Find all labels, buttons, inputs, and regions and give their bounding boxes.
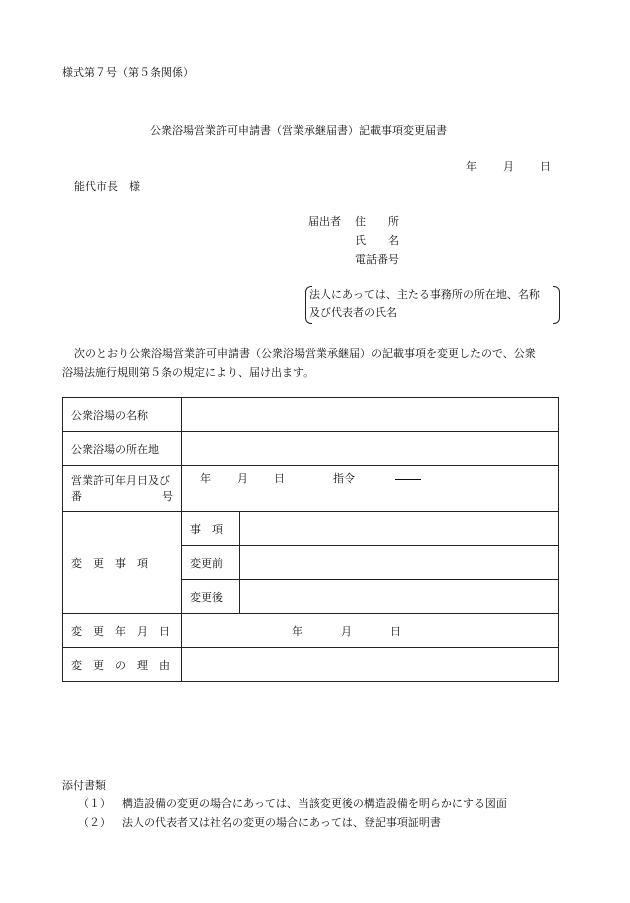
permit-label-line1: 営業許可年月日及び [71, 473, 170, 487]
after-label: 変更後 [182, 580, 240, 614]
permit-number-dash [395, 479, 421, 480]
permit-value[interactable] [182, 466, 559, 512]
permit-label [63, 466, 182, 512]
before-label: 変更前 [182, 546, 240, 580]
change-month: 月 [341, 624, 352, 638]
row-facility-name [63, 398, 559, 432]
attachment-item-2-num: （２） [78, 816, 111, 829]
facility-location-value[interactable] [182, 432, 559, 466]
date-line [466, 160, 551, 173]
before-value[interactable] [240, 546, 559, 580]
facility-name-value[interactable] [182, 398, 559, 432]
row-permit [63, 466, 559, 512]
address-label: 住 所 [355, 215, 399, 228]
change-day: 日 [390, 624, 401, 638]
attachment-item-1-text: 構造設備の変更の場合にあっては、当該変更後の構造設備を明らかにする図面 [122, 797, 507, 810]
date-year: 年 [466, 160, 477, 173]
item-value[interactable] [240, 512, 559, 546]
row-change-date [63, 614, 559, 648]
row-facility-location [63, 432, 559, 466]
change-reason-value[interactable] [182, 648, 559, 682]
name-label: 氏 名 [355, 234, 399, 247]
facility-name-label: 公衆浴場の名称 [63, 398, 182, 432]
date-day: 日 [540, 160, 551, 173]
attachment-item-1-num: （１） [78, 797, 111, 810]
permit-order: 指令 [333, 472, 355, 485]
facility-location-label: 公衆浴場の所在地 [63, 432, 182, 466]
date-month: 月 [503, 160, 514, 173]
row-change-reason [63, 648, 559, 682]
permit-label-line2: 番 号 [71, 489, 173, 503]
change-items-label [63, 512, 182, 614]
permit-month: 月 [237, 472, 248, 485]
applicant-prefix: 届出者 [308, 215, 341, 228]
permit-year: 年 [200, 472, 211, 485]
form-number: 様式第７号（第５条関係） [62, 66, 194, 79]
attachments-heading: 添付書類 [62, 779, 106, 792]
document-title: 公衆浴場営業許可申請書（営業承継届書）記載事項変更届書 [150, 124, 447, 137]
change-date-label: 変 更 年 月 日 [63, 614, 182, 648]
addressee: 能代市長 様 [74, 180, 140, 193]
right-bracket [553, 286, 560, 324]
change-reason-label: 変 更 の 理 由 [63, 648, 182, 682]
change-date-value[interactable] [182, 614, 559, 648]
attachment-item-2-text: 法人の代表者又は社名の変更の場合にあっては、登記事項証明書 [122, 816, 441, 829]
change-year: 年 [292, 624, 303, 638]
phone-label: 電話番号 [355, 253, 399, 266]
corporate-note [305, 286, 560, 323]
permit-day: 日 [274, 472, 285, 485]
after-value[interactable] [240, 580, 559, 614]
corporate-note-line2: 及び代表者の氏名 [309, 306, 397, 319]
row-change-item [63, 512, 559, 546]
item-label: 事 項 [182, 512, 240, 546]
change-form-table [62, 397, 559, 682]
corporate-note-line1: 法人にあっては、主たる事務所の所在地、名称 [309, 288, 540, 301]
change-items-text: 変 更 事 項 [71, 556, 148, 570]
body-text-line2: 浴場法施行規則第５条の規定により、届け出ます。 [62, 366, 315, 379]
body-text-line1: 次のとおり公衆浴場営業許可申請書（公衆浴場営業承継届）の記載事項を変更したので、公衆 [74, 347, 536, 360]
